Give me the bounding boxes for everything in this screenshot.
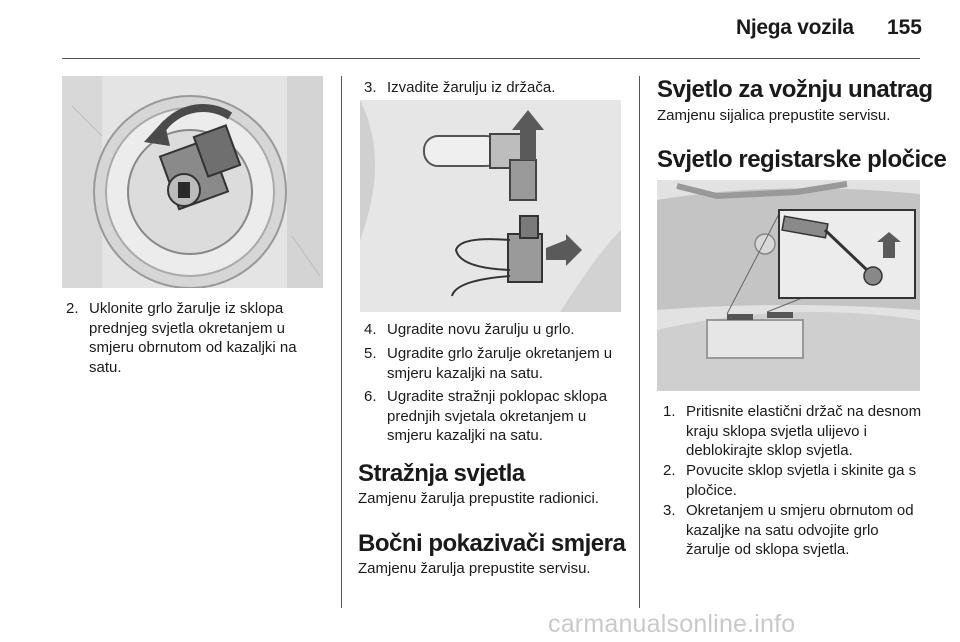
step-number: 5. <box>364 345 377 362</box>
bulb-removal-illustration <box>360 100 621 312</box>
watermark-text: carmanualsonline.info <box>548 610 796 638</box>
section-title-licence-plate-light: Svjetlo registarske pločice <box>657 146 947 173</box>
column-divider-1 <box>341 76 342 608</box>
header-divider <box>62 58 920 59</box>
section-title-reversing-light: Svjetlo za vožnju unatrag <box>657 76 933 103</box>
step-number: 6. <box>364 388 377 405</box>
licence-plate-light-illustration <box>657 180 920 391</box>
step-2-remove-holder <box>66 299 326 377</box>
step-1-release-clip <box>663 402 925 461</box>
step-6-fit-cover <box>364 387 628 446</box>
step-text: Povucite sklop svjetla i skinite ga s pločice. <box>686 462 917 499</box>
step-number: 3. <box>364 79 377 96</box>
section-body-reversing-light: Zamjenu sijalica prepustite servisu. <box>657 107 891 124</box>
step-3-detach-holder <box>663 501 925 560</box>
step-2-pull-light <box>663 461 925 500</box>
step-text: Okretanjem u smjeru obrnutom od kazaljke na satu odvojite grlo žarulje od sklopa svjetla. <box>686 502 914 558</box>
step-number: 2. <box>663 462 676 479</box>
section-body-rear-lights: Zamjenu žarulja prepustite radionici. <box>358 490 599 507</box>
section-title-rear-lights: Stražnja svjetla <box>358 460 525 487</box>
step-text: Izvadite žarulju iz držača. <box>387 79 556 96</box>
page-header-title: Njega vozila <box>736 16 854 39</box>
step-number: 4. <box>364 321 377 338</box>
step-5-fit-holder <box>364 344 628 383</box>
page-number: 155 <box>886 16 922 39</box>
step-4-fit-bulb <box>364 320 626 340</box>
section-title-side-indicators: Bočni pokazivači smjera <box>358 530 626 557</box>
step-3-remove-bulb <box>364 78 626 98</box>
column-divider-2 <box>639 76 640 608</box>
headlamp-bulb-holder-illustration <box>62 76 323 288</box>
step-number: 1. <box>663 403 676 420</box>
step-number: 2. <box>66 300 79 317</box>
headlamp-bulb-holder-drawing <box>62 76 323 288</box>
step-text: Pritisnite elastični držač na desnom kraju sklopa svjetla ulijevo i deblokirajte sklop svjetla. <box>686 403 922 459</box>
step-text: Uklonite grlo žarulje iz sklopa prednjeg svjetla okretanjem u smjeru obrnutom od kazaljki na satu. <box>89 300 297 376</box>
step-text: Ugradite novu žarulju u grlo. <box>387 321 575 338</box>
licence-plate-light-drawing <box>657 180 920 391</box>
step-number: 3. <box>663 502 676 519</box>
bulb-removal-drawing <box>360 100 621 312</box>
step-text: Ugradite grlo žarulje okretanjem u smjeru kazaljki na satu. <box>387 345 613 382</box>
section-body-side-indicators: Zamjenu žarulja prepustite servisu. <box>358 560 591 577</box>
step-text: Ugradite stražnji poklopac sklopa prednjih svjetala okretanjem u smjeru kazaljki na satu. <box>387 388 608 444</box>
